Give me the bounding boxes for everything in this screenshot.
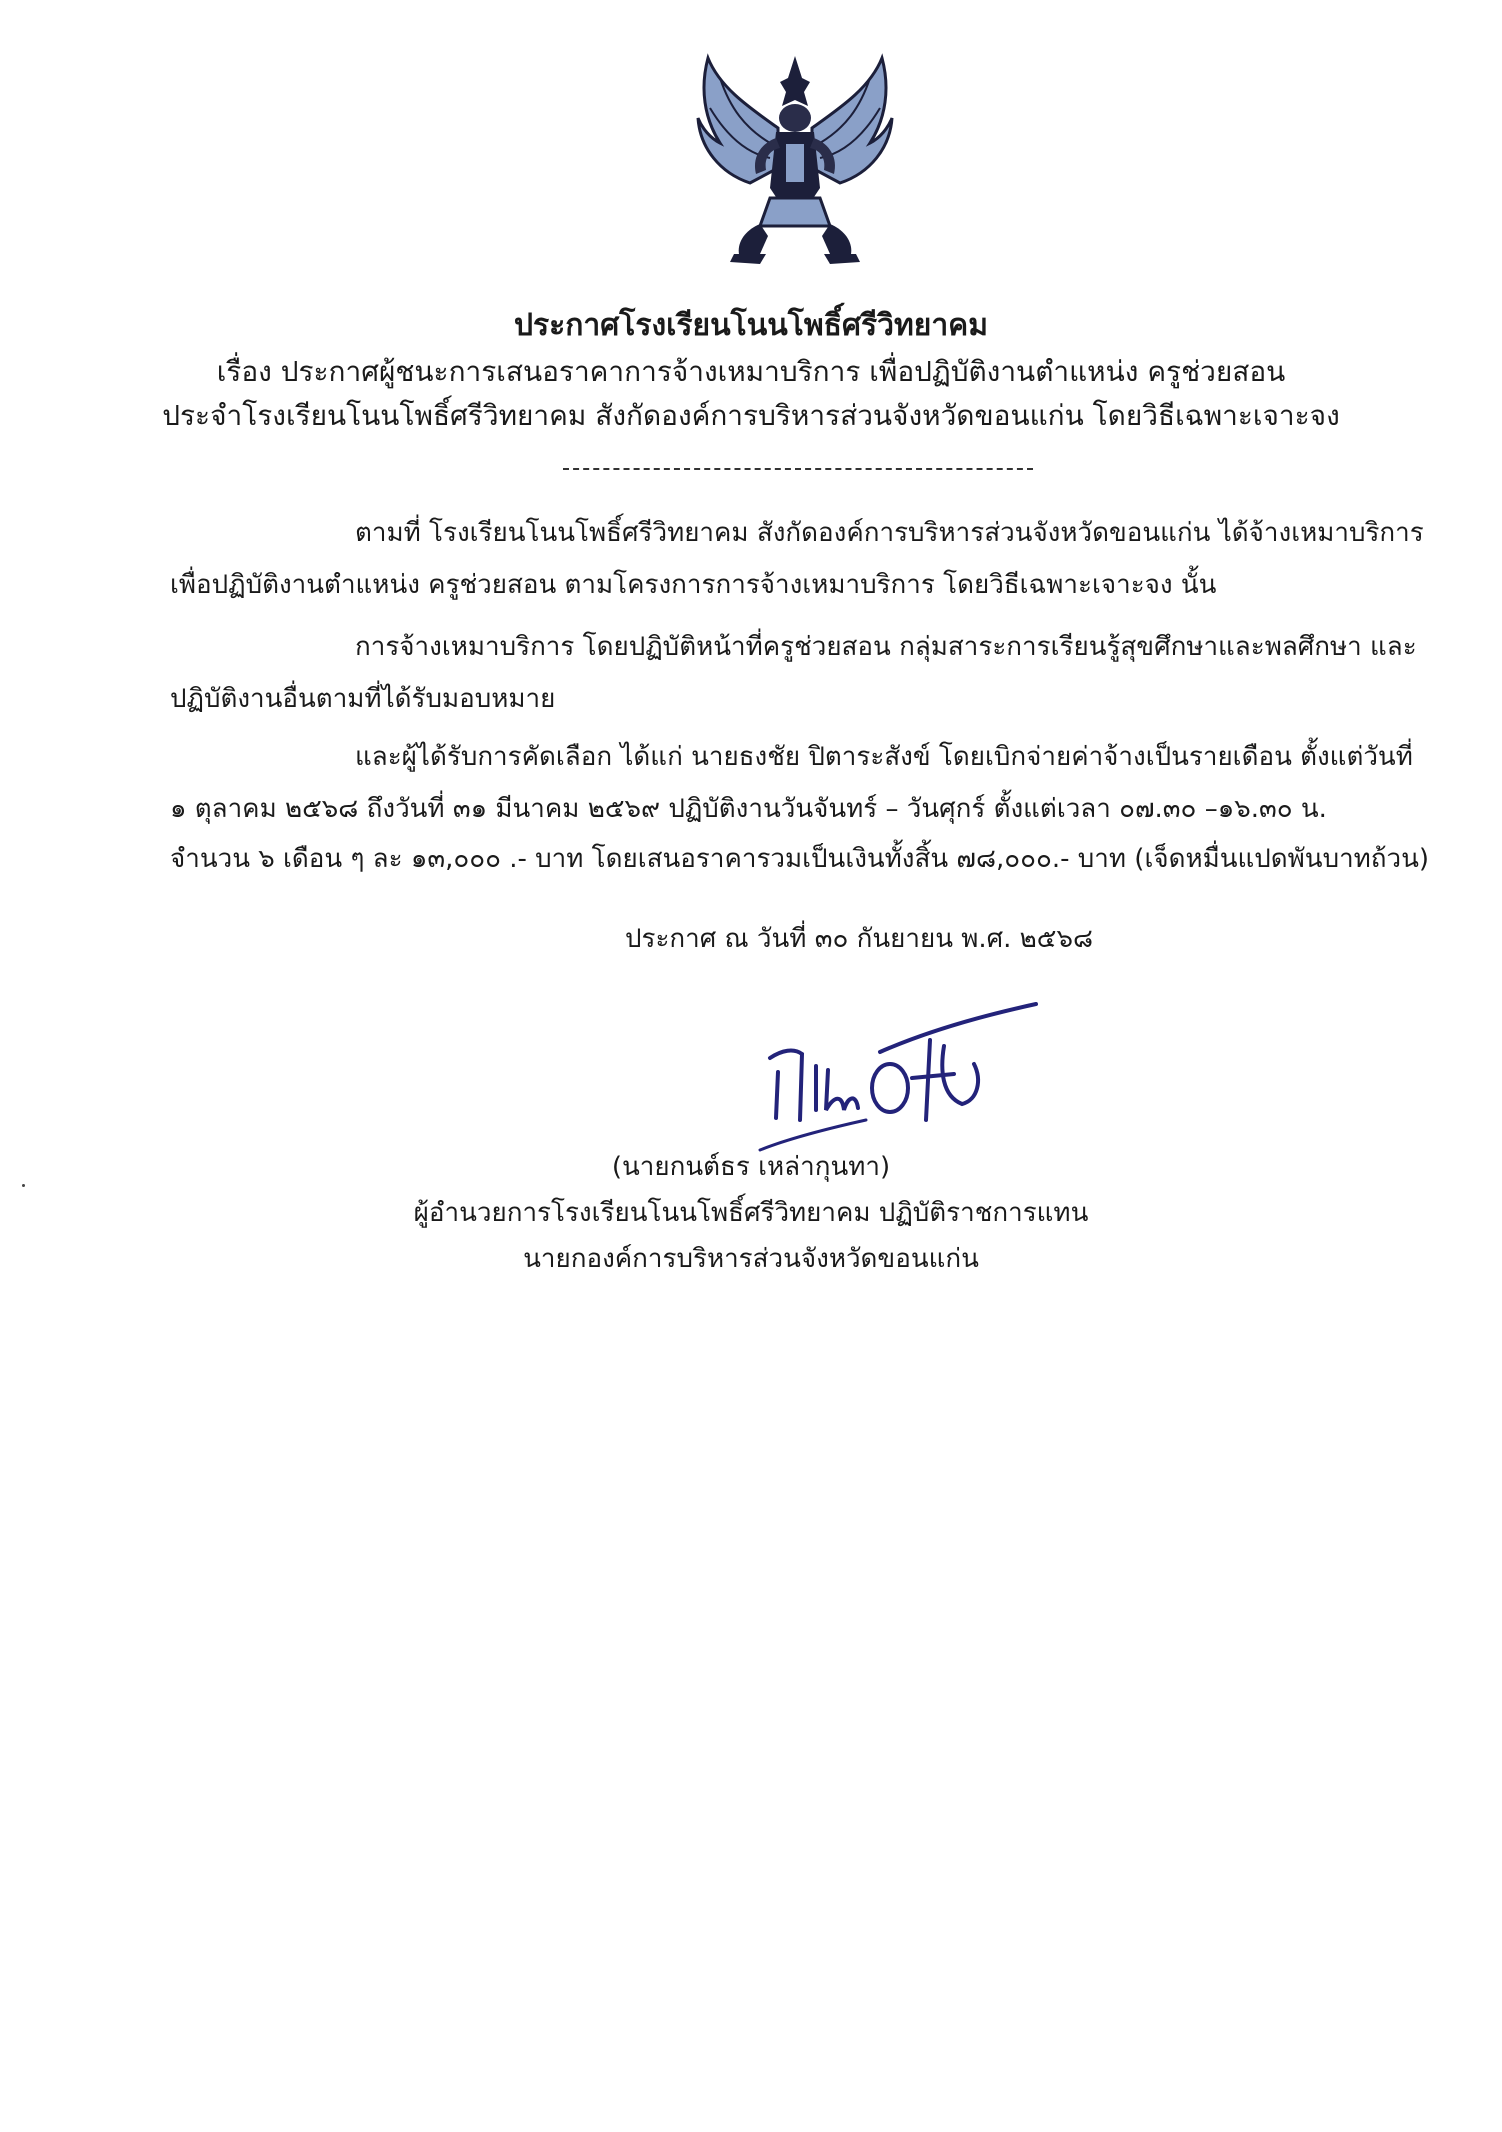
paragraph-3-line-2: ๑ ตุลาคม ๒๕๖๘ ถึงวันที่ ๓๑ มีนาคม ๒๕๖๙ ปฏิบัติงานวันจันทร์ – วันศุกร์ ตั้งแต่เวลา ๐๗.๓๐ –๑๖.๓๐ น. (170, 794, 1327, 824)
announcement-date: ประกาศ ณ วันที่ ๓๐ กันยายน พ.ศ. ๒๕๖๘ (625, 924, 1094, 954)
subject-line-1: เรื่อง ประกาศผู้ชนะการเสนอราคาการจ้างเหมาบริการ เพื่อปฏิบัติงานตำแหน่ง ครูช่วยสอน (216, 355, 1286, 388)
paragraph-2-line-1: การจ้างเหมาบริการ โดยปฏิบัติหน้าที่ครูช่วยสอน กลุ่มสาระการเรียนรู้สุขศึกษาและพลศึกษา และ (355, 632, 1417, 662)
signer-position-1: ผู้อำนวยการโรงเรียนโนนโพธิ์ศรีวิทยาคม ปฏิบัติราชการแทน (413, 1198, 1089, 1228)
title-divider (563, 468, 1033, 470)
subject-line-2: ประจำโรงเรียนโนนโพธิ์ศรีวิทยาคม สังกัดองค์การบริหารส่วนจังหวัดขอนแก่น โดยวิธีเฉพาะเจาะจง (162, 399, 1340, 432)
signer-name: (นายกนต์ธร เหล่ากุนทา) (611, 1152, 891, 1182)
handwritten-signature (730, 1000, 1050, 1170)
scan-speck (22, 1184, 25, 1187)
paragraph-3-line-1: และผู้ได้รับการคัดเลือก ได้แก่ นายธงชัย ปิตาระสังข์ โดยเบิกจ่ายค่าจ้างเป็นรายเดือน ตั้งแต่วันที่ (355, 742, 1413, 772)
signer-position-2: นายกองค์การบริหารส่วนจังหวัดขอนแก่น (523, 1244, 979, 1274)
paragraph-1-line-1: ตามที่ โรงเรียนโนนโพธิ์ศรีวิทยาคม สังกัดองค์การบริหารส่วนจังหวัดขอนแก่น ได้จ้างเหมาบริการ (355, 518, 1424, 548)
paragraph-2-line-2: ปฏิบัติงานอื่นตามที่ได้รับมอบหมาย (170, 684, 556, 714)
garuda-emblem-icon (690, 48, 900, 268)
paragraph-3-line-3: จำนวน ๖ เดือน ๆ ละ ๑๓,๐๐๐ .- บาท โดยเสนอราคารวมเป็นเงินทั้งสิ้น ๗๘,๐๐๐.- บาท (เจ็ดหมื่นแปดพันบาทถ้วน) (170, 844, 1430, 874)
announcement-title: ประกาศโรงเรียนโนนโพธิ์ศรีวิทยาคม (513, 308, 989, 343)
paragraph-1-line-2: เพื่อปฏิบัติงานตำแหน่ง ครูช่วยสอน ตามโครงการการจ้างเหมาบริการ โดยวิธีเฉพาะเจาะจง นั้น (170, 570, 1217, 600)
